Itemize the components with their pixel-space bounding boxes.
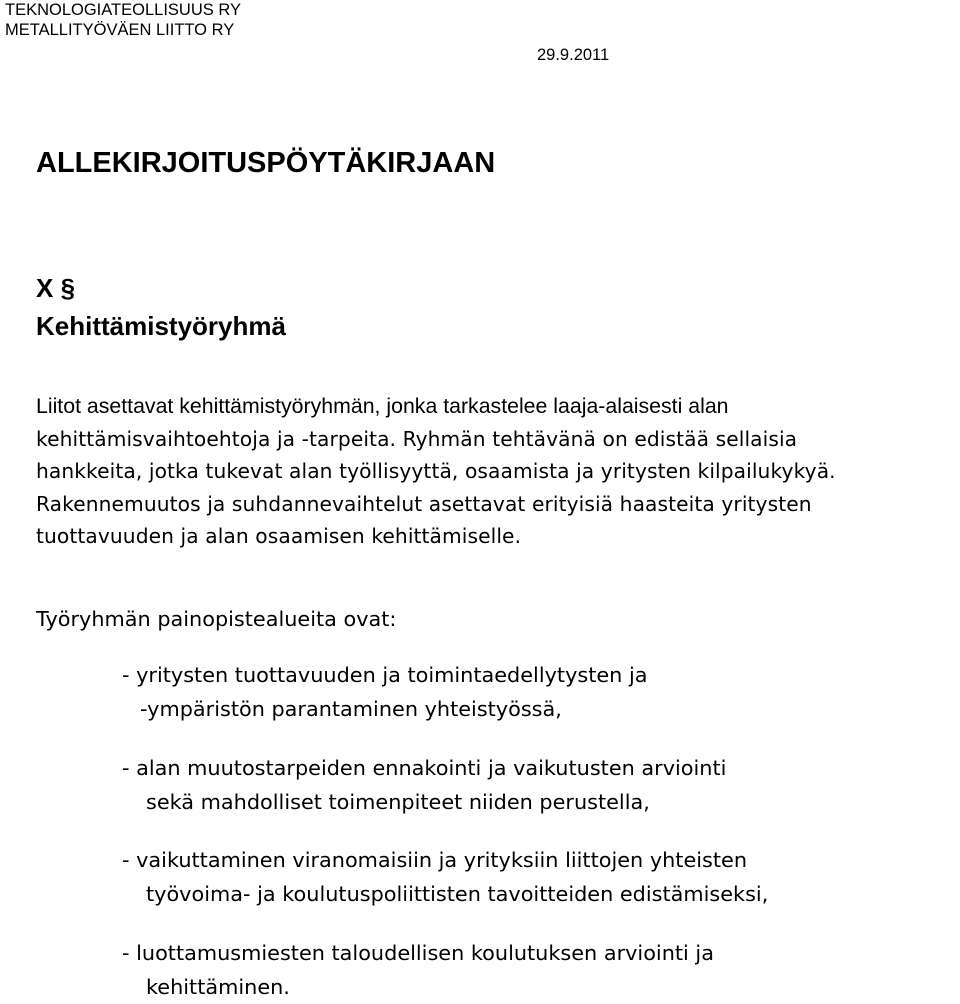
list-item: [122, 936, 714, 1004]
list-item: [122, 751, 726, 819]
list-lead: Työryhmän painopistealueita ovat:: [36, 607, 397, 631]
document-date: 29.9.2011: [537, 46, 610, 64]
list-item-line: sekä mahdolliset toimenpiteet niiden perustella,: [146, 790, 650, 814]
intro-paragraph: [36, 390, 956, 553]
list-item-line: -ympäristön parantaminen yhteistyössä,: [140, 697, 562, 721]
list-item-line: työvoima- ja koulutuspoliittisten tavoitteiden edistämiseksi,: [146, 882, 769, 906]
organization-name-2: METALLITYÖVÄEN LIITTO RY: [5, 21, 235, 39]
document-title: ALLEKIRJOITUSPÖYTÄKIRJAAN: [36, 147, 496, 179]
intro-line: Liitot asettavat kehittämistyöryhmän, jonka tarkastelee laaja-alaisesti alan: [36, 394, 729, 418]
list-item-line: - vaikuttaminen viranomaisiin ja yrityksiin liittojen yhteisten: [122, 848, 748, 872]
section-heading: Kehittämistyöryhmä: [36, 311, 286, 341]
organization-name-1: TEKNOLOGIATEOLLISUUS RY: [5, 1, 241, 19]
intro-line: kehittämisvaihtoehtoja ja -tarpeita. Ryhmän tehtävänä on edistää sellaisia: [36, 426, 798, 451]
intro-line: tuottavuuden ja alan osaamisen kehittämiselle.: [36, 524, 522, 548]
list-item-line: - alan muutostarpeiden ennakointi ja vaikutusten arviointi: [122, 756, 727, 780]
section-number: X §: [36, 273, 76, 303]
intro-line: Rakennemuutos ja suhdannevaihtelut asettavat erityisiä haasteita yritysten: [36, 491, 812, 516]
intro-line: hankkeita, jotka tukevat alan työllisyyttä, osaamista ja yritysten kilpailukykyä.: [36, 459, 836, 483]
list-item-line: kehittäminen.: [146, 975, 290, 999]
list-item-line: - luottamusmiesten taloudellisen koulutuksen arviointi ja: [122, 941, 714, 965]
list-item: [122, 843, 768, 911]
list-item: [122, 658, 647, 726]
list-item-line: - yritysten tuottavuuden ja toimintaedellytysten ja: [122, 663, 648, 687]
